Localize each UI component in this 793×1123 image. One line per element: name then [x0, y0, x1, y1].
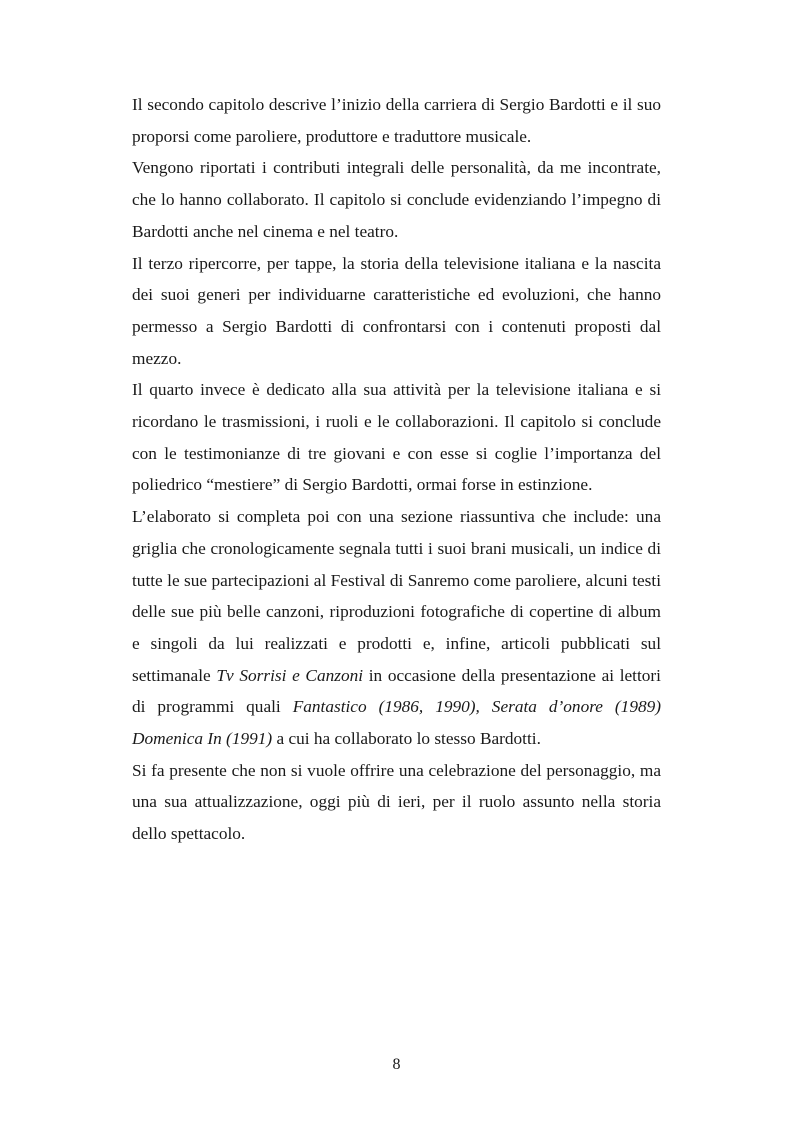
text-run: L’elaborato si completa poi con una sezione riassuntiva che include: una griglia che cronologicamente segnala tutti i suoi brani musicali, un indice di tutte le sue partecipazioni al Festival di Sanremo come paroliere, alcuni testi delle sue più belle canzoni, riproduzioni fotografiche di copertine di album e singoli da lui realizzati e prodotti e, infine, articoli pubblicati sul settimanale	[132, 507, 661, 685]
paragraph	[132, 374, 661, 501]
program-titles: Fantastico (1986, 1990), Serata d’onore (1989) Domenica In (1991)	[132, 697, 662, 749]
text-run: Vengono riportati i contributi integrali delle personalità, da me incontrate, che lo hanno collaborato. Il capitolo si conclude evidenziando l’impegno di Bardotti anche nel cinema e nel teatro.	[132, 158, 661, 241]
text-run: Il secondo capitolo descrive l’inizio della carriera di Sergio Bardotti e il suo proporsi come paroliere, produttore e traduttore musicale.	[132, 95, 661, 146]
body-text	[132, 89, 661, 850]
paragraph	[132, 755, 661, 850]
magazine-title: Tv Sorrisi e Canzoni	[216, 665, 364, 685]
text-run: Il quarto invece è dedicato alla sua attività per la televisione italiana e si ricordano le trasmissioni, i ruoli e le collaborazioni. Il capitolo si conclude con le testimonianze di tre giovani e con esse si coglie l’importanza del poliedrico “mestiere” di Sergio Bardotti, ormai forse in estinzione.	[132, 380, 661, 495]
page-number: 8	[392, 1056, 401, 1073]
paragraph	[132, 89, 661, 152]
text-run: a cui ha collaborato lo stesso Bardotti.	[272, 729, 541, 749]
paragraph	[132, 152, 661, 247]
text-run: in occasione della presentazione ai lettori di programmi quali	[132, 665, 661, 717]
paragraph	[132, 248, 661, 375]
text-run: Il terzo ripercorre, per tappe, la storia della televisione italiana e la nascita dei suoi generi per individuarne caratteristiche ed evoluzioni, che hanno permesso a Sergio Bardotti di confrontarsi con i contenuti proposti dal mezzo.	[132, 253, 661, 368]
text-run: Si fa presente che non si vuole offrire una celebrazione del personaggio, ma una sua attualizzazione, oggi più di ieri, per il ruolo assunto nella storia dello spettacolo.	[132, 760, 661, 844]
paragraph	[132, 501, 661, 755]
